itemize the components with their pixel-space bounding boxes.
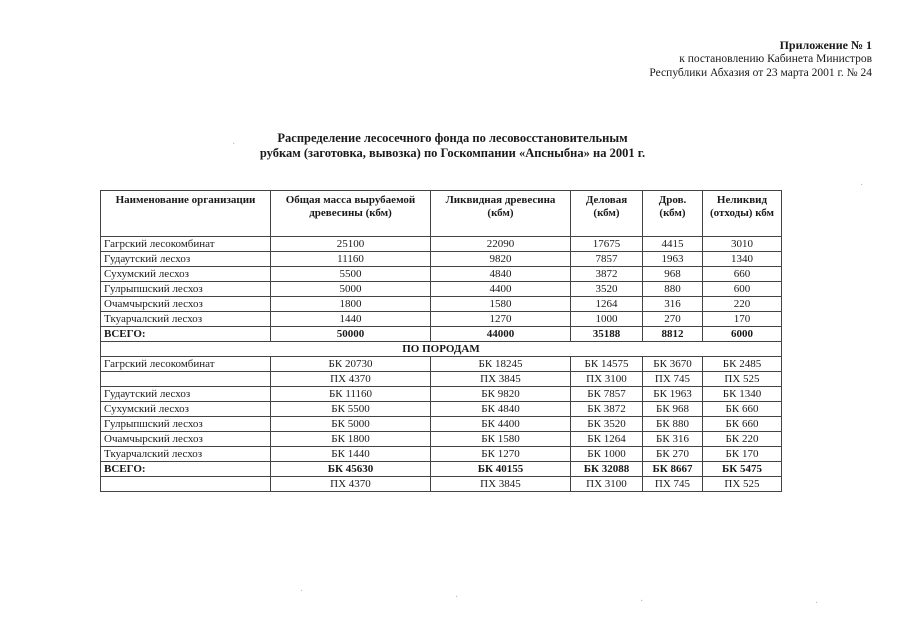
value-cell: БК 1264 <box>571 432 643 447</box>
value-cell: БК 3520 <box>571 417 643 432</box>
value-cell: БК 220 <box>703 432 782 447</box>
table-header-row <box>101 191 782 237</box>
breed-row <box>101 372 782 387</box>
organization-cell: ВСЕГО: <box>101 327 271 342</box>
document-title-line-2: рубкам (заготовка, вывозка) по Госкомпании «Апсныбна» на 2001 г. <box>259 146 646 160</box>
organization-cell: Ткуарчалский лесхоз <box>101 447 271 462</box>
scan-speck: · <box>640 596 644 607</box>
forest-fund-table <box>100 190 782 492</box>
value-cell: БК 1000 <box>571 447 643 462</box>
value-cell: 1340 <box>703 252 782 267</box>
value-cell: ПХ 745 <box>643 477 703 492</box>
column-header: Деловая (кбм) <box>571 191 643 237</box>
table-row <box>101 297 782 312</box>
value-cell: БК 8667 <box>643 462 703 477</box>
value-cell: БК 3872 <box>571 402 643 417</box>
column-header: Общая масса вырубаемой древесины (кбм) <box>271 191 431 237</box>
document-title <box>0 131 905 161</box>
table-row <box>101 252 782 267</box>
value-cell: БК 1340 <box>703 387 782 402</box>
column-header: Ликвидная древесина (кбм) <box>431 191 571 237</box>
appendix-reference-line-2: Республики Абхазия от 23 марта 2001 г. № 24 <box>649 67 872 79</box>
value-cell: БК 1963 <box>643 387 703 402</box>
breed-row <box>101 387 782 402</box>
scan-speck: · <box>815 598 819 609</box>
value-cell: БК 5500 <box>271 402 431 417</box>
value-cell: БК 32088 <box>571 462 643 477</box>
table-row <box>101 267 782 282</box>
organization-cell: ВСЕГО: <box>101 462 271 477</box>
organization-cell: Гулрыпшский лесхоз <box>101 417 271 432</box>
value-cell: 1440 <box>271 312 431 327</box>
scan-speck: · <box>860 180 864 191</box>
section-label: ПО ПОРОДАМ <box>101 342 782 357</box>
value-cell: БК 170 <box>703 447 782 462</box>
value-cell: 270 <box>643 312 703 327</box>
column-header: Дров. (кбм) <box>643 191 703 237</box>
organization-cell <box>101 372 271 387</box>
scan-speck: · <box>232 139 236 150</box>
value-cell: БК 5475 <box>703 462 782 477</box>
value-cell: 170 <box>703 312 782 327</box>
value-cell: БК 2485 <box>703 357 782 372</box>
value-cell: 6000 <box>703 327 782 342</box>
value-cell: 5500 <box>271 267 431 282</box>
value-cell: 3010 <box>703 237 782 252</box>
value-cell: БК 1800 <box>271 432 431 447</box>
value-cell: 1963 <box>643 252 703 267</box>
value-cell: 660 <box>703 267 782 282</box>
value-cell: БК 1580 <box>431 432 571 447</box>
section-row <box>101 342 782 357</box>
breed-row <box>101 357 782 372</box>
column-header: Наименование организации <box>101 191 271 237</box>
breed-row <box>101 402 782 417</box>
value-cell: 50000 <box>271 327 431 342</box>
value-cell: 316 <box>643 297 703 312</box>
organization-cell: Гулрыпшский лесхоз <box>101 282 271 297</box>
scan-speck: · <box>300 586 304 597</box>
appendix-header <box>649 38 872 80</box>
value-cell: БК 1440 <box>271 447 431 462</box>
value-cell: БК 660 <box>703 417 782 432</box>
value-cell: 968 <box>643 267 703 282</box>
value-cell: 1580 <box>431 297 571 312</box>
value-cell: 600 <box>703 282 782 297</box>
value-cell: ПХ 3845 <box>431 477 571 492</box>
value-cell: 17675 <box>571 237 643 252</box>
breed-row <box>101 432 782 447</box>
value-cell: 3872 <box>571 267 643 282</box>
table-row <box>101 312 782 327</box>
value-cell: 5000 <box>271 282 431 297</box>
scan-speck: · <box>455 592 459 603</box>
value-cell: БК 270 <box>643 447 703 462</box>
breed-row <box>101 447 782 462</box>
organization-cell <box>101 477 271 492</box>
value-cell: 4400 <box>431 282 571 297</box>
value-cell: 11160 <box>271 252 431 267</box>
value-cell: БК 3670 <box>643 357 703 372</box>
breed-total-row <box>101 462 782 477</box>
table-row <box>101 282 782 297</box>
value-cell: ПХ 3100 <box>571 477 643 492</box>
column-header: Неликвид (отходы) кбм <box>703 191 782 237</box>
organization-cell: Гудаутский лесхоз <box>101 252 271 267</box>
value-cell: ПХ 4370 <box>271 477 431 492</box>
appendix-number: Приложение № 1 <box>779 38 872 52</box>
value-cell: 1270 <box>431 312 571 327</box>
value-cell: БК 4400 <box>431 417 571 432</box>
value-cell: ПХ 525 <box>703 477 782 492</box>
value-cell: БК 20730 <box>271 357 431 372</box>
value-cell: БК 5000 <box>271 417 431 432</box>
value-cell: 35188 <box>571 327 643 342</box>
breed-total-sub-row <box>101 477 782 492</box>
organization-cell: Ткуарчалский лесхоз <box>101 312 271 327</box>
value-cell: ПХ 4370 <box>271 372 431 387</box>
organization-cell: Сухумский лесхоз <box>101 267 271 282</box>
value-cell: 3520 <box>571 282 643 297</box>
value-cell: 1264 <box>571 297 643 312</box>
value-cell: БК 11160 <box>271 387 431 402</box>
value-cell: БК 40155 <box>431 462 571 477</box>
value-cell: 1000 <box>571 312 643 327</box>
organization-cell: Гагрский лесокомбинат <box>101 357 271 372</box>
total-row <box>101 327 782 342</box>
value-cell: ПХ 525 <box>703 372 782 387</box>
value-cell: ПХ 3845 <box>431 372 571 387</box>
organization-cell: Сухумский лесхоз <box>101 402 271 417</box>
value-cell: БК 660 <box>703 402 782 417</box>
value-cell: 9820 <box>431 252 571 267</box>
table-row <box>101 237 782 252</box>
value-cell: ПХ 745 <box>643 372 703 387</box>
value-cell: БК 14575 <box>571 357 643 372</box>
organization-cell: Очамчырский лесхоз <box>101 297 271 312</box>
organization-cell: Гагрский лесокомбинат <box>101 237 271 252</box>
value-cell: БК 9820 <box>431 387 571 402</box>
value-cell: БК 45630 <box>271 462 431 477</box>
value-cell: БК 968 <box>643 402 703 417</box>
value-cell: 8812 <box>643 327 703 342</box>
value-cell: БК 7857 <box>571 387 643 402</box>
organization-cell: Очамчырский лесхоз <box>101 432 271 447</box>
value-cell: БК 18245 <box>431 357 571 372</box>
value-cell: БК 4840 <box>431 402 571 417</box>
value-cell: 22090 <box>431 237 571 252</box>
value-cell: 220 <box>703 297 782 312</box>
value-cell: 25100 <box>271 237 431 252</box>
value-cell: ПХ 3100 <box>571 372 643 387</box>
value-cell: 7857 <box>571 252 643 267</box>
appendix-reference-line-1: к постановлению Кабинета Министров <box>679 53 872 65</box>
value-cell: БК 316 <box>643 432 703 447</box>
value-cell: БК 880 <box>643 417 703 432</box>
value-cell: 44000 <box>431 327 571 342</box>
value-cell: 880 <box>643 282 703 297</box>
value-cell: 1800 <box>271 297 431 312</box>
value-cell: 4415 <box>643 237 703 252</box>
value-cell: 4840 <box>431 267 571 282</box>
document-title-line-1: Распределение лесосечного фонда по лесовосстановительным <box>277 131 628 145</box>
organization-cell: Гудаутский лесхоз <box>101 387 271 402</box>
value-cell: БК 1270 <box>431 447 571 462</box>
breed-row <box>101 417 782 432</box>
